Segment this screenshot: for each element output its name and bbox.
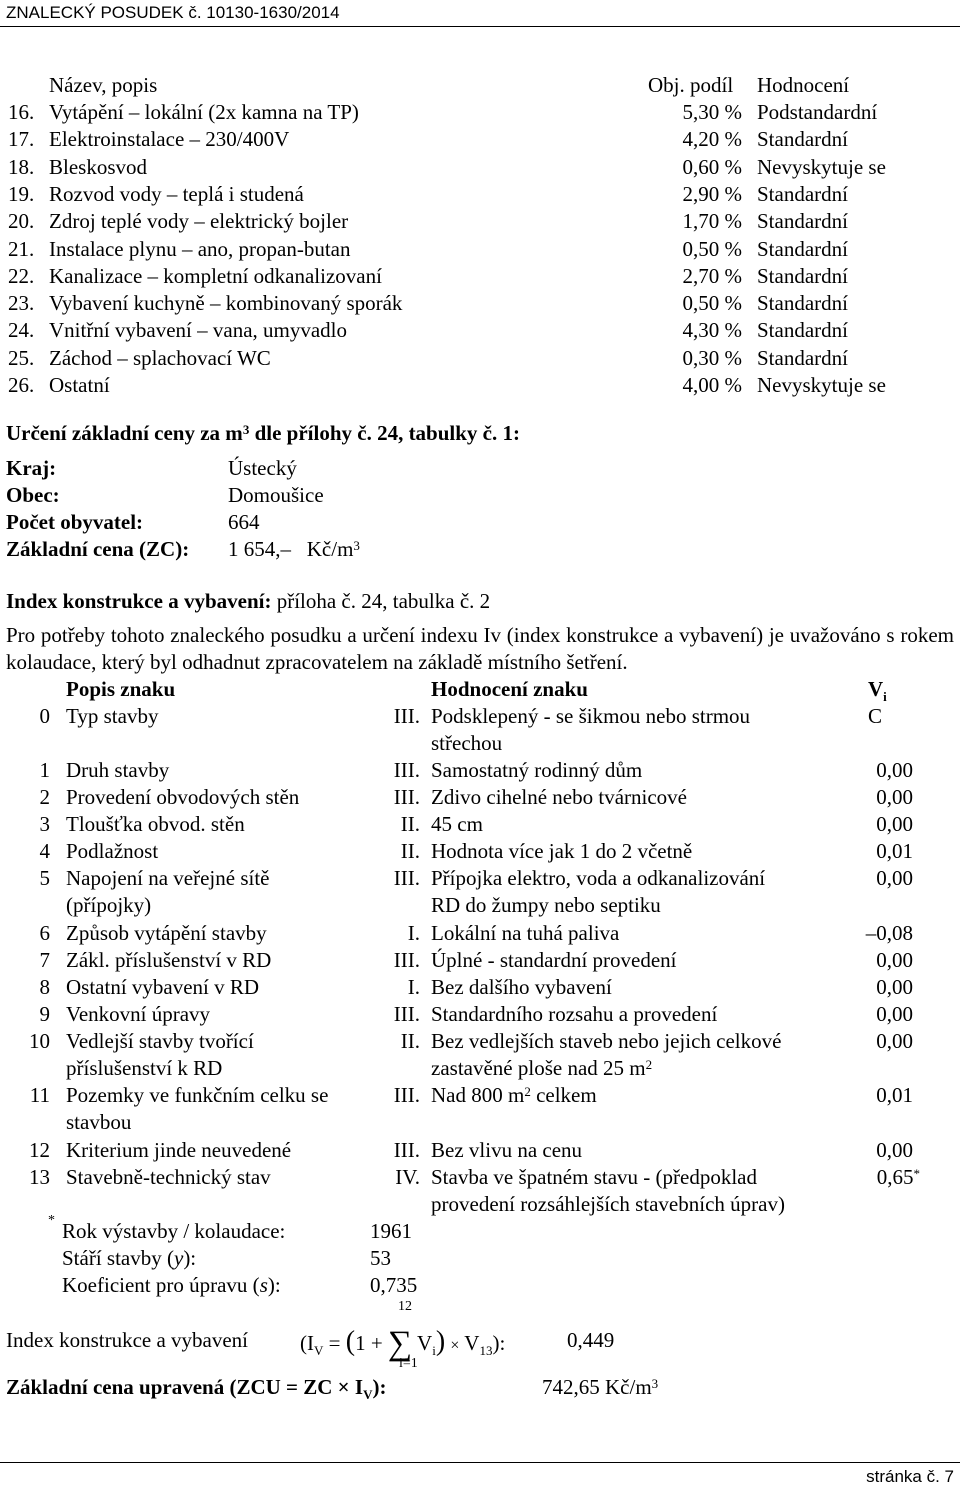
equipment-row-rating: Standardní	[757, 291, 848, 316]
equipment-row-number: 16.	[8, 100, 35, 124]
sign-rating-line: Podsklepený - se šikmou nebo strmou	[431, 704, 751, 728]
sign-class: II.	[400, 1029, 420, 1053]
sign-class: III.	[393, 1138, 420, 1162]
sign-rating-line: Lokální na tuhá paliva	[431, 921, 620, 945]
sign-label-line: Ostatní vybavení v RD	[66, 975, 260, 999]
town-label: Obec:	[6, 483, 60, 507]
sign-label	[66, 865, 386, 919]
index-heading: Index konstrukce a vybavení: příloha č. 24, tabulka č. 2	[6, 589, 491, 613]
population-label: Počet obyvatel:	[6, 510, 144, 534]
sign-class: III.	[393, 948, 420, 972]
sign-label-line: Kriterium jinde neuvedené	[66, 1138, 292, 1162]
equipment-row-share: 4,30 %	[682, 318, 742, 343]
sign-rating-line: 45 cm	[431, 812, 483, 836]
sign-label-line: Pozemky ve funkčním celku se	[66, 1083, 329, 1107]
sign-number: 11	[29, 1083, 50, 1107]
sign-rating-line: Nad 800 $m^2$ celkem	[431, 1083, 597, 1107]
equipment-row-share: 0,50 %	[682, 291, 742, 316]
sign-number: 12	[29, 1138, 50, 1162]
equipment-row-share: 1,70 %	[682, 209, 742, 234]
sign-class: III.	[393, 1002, 420, 1026]
equipment-row-rating: Standardní	[757, 209, 848, 234]
sign-label-line: Stavebně-technický stav	[66, 1165, 271, 1189]
equipment-row-share: 2,70 %	[682, 263, 742, 288]
sign-number: 1	[39, 758, 50, 782]
sign-number: 13	[29, 1165, 50, 1189]
formula-value: 0,449	[567, 1328, 615, 1352]
equipment-row-name: Vnitřní vybavení – vana, umyvadlo	[49, 318, 348, 343]
footnote-star: *	[48, 1213, 55, 1228]
sign-class: II.	[400, 812, 420, 836]
equipment-row-name: Ostatní	[49, 373, 110, 397]
sign-label-line: Druh stavby	[66, 758, 170, 782]
equipment-row-number: 18.	[8, 154, 35, 179]
sign-rating-line: Bez vedlejších staveb nebo jejich celkové	[431, 1029, 782, 1053]
sign-class: III.	[393, 704, 420, 728]
sign-rating	[431, 1001, 851, 1028]
base-price-value: 1 654,– $Kč/m^3$	[228, 537, 360, 561]
equipment-row-rating: Standardní	[757, 236, 848, 261]
sign-label-line: Venkovní úpravy	[66, 1002, 211, 1026]
town-value: Domoušice	[228, 483, 324, 507]
region-value: Ústecký	[228, 456, 297, 480]
sign-class: IV.	[395, 1165, 420, 1189]
index-paragraph: Pro potřeby tohoto znaleckého posudku a určení indexu Iv (index konstrukce a vybavení) je uvažováno s rokem kolaudace, který byl odhadnut zpracovatelem na základě místního šetření.	[6, 623, 954, 674]
equipment-row-rating: Nevyskytuje se	[757, 154, 886, 179]
sign-value: 0,00	[876, 1029, 913, 1053]
sign-label-line: Podlažnost	[66, 839, 159, 863]
sign-rating	[431, 757, 851, 784]
sign-rating-line: Standardního rozsahu a provedení	[431, 1002, 718, 1026]
sign-value: 0,00	[876, 785, 913, 809]
sign-label	[66, 703, 386, 730]
sign-number: 9	[39, 1002, 50, 1026]
sign-number: 4	[39, 839, 50, 863]
equipment-row-number: 21.	[8, 236, 35, 261]
sign-value: 0,00	[876, 975, 913, 999]
sign-label-line: Způsob vytápění stavby	[66, 921, 267, 945]
year-label: Rok výstavby / kolaudace:	[62, 1219, 286, 1243]
equipment-row-share: 5,30 %	[682, 100, 742, 124]
base-price-heading: Určení základní ceny za $m^3$ dle přílohy č. 24, tabulky č. 1:	[6, 421, 520, 445]
sign-value: 0,00	[876, 866, 913, 890]
equipment-row-rating: Standardní	[757, 263, 848, 288]
sign-number: 2	[39, 785, 50, 809]
sign-rating	[431, 703, 851, 757]
equipment-row-name: Zdroj teplé vody – elektrický bojler	[49, 209, 349, 234]
sign-rating	[431, 1028, 851, 1082]
sign-label	[66, 784, 386, 811]
equipment-row-number: 23.	[8, 291, 35, 316]
col-sign-rating: Hodnocení znaku	[431, 677, 588, 701]
sign-class: I.	[407, 975, 420, 999]
sign-rating	[431, 920, 851, 947]
equipment-row-rating: Standardní	[757, 181, 848, 206]
footer-divider	[0, 1462, 960, 1463]
equipment-row-name: Záchod – splachovací WC	[49, 345, 271, 370]
sign-rating	[431, 1164, 851, 1218]
sign-rating	[431, 865, 851, 919]
coefficient-label: Koeficient pro úpravu (s):	[62, 1273, 281, 1297]
sign-value: 0,00	[876, 812, 913, 836]
sign-rating-line: Bez dalšího vybavení	[431, 975, 612, 999]
sign-class: II.	[400, 839, 420, 863]
age-value: 53	[370, 1246, 391, 1270]
sign-class: III.	[393, 758, 420, 782]
equipment-row-name: Vybavení kuchyně – kombinovaný sporák	[49, 291, 403, 316]
sign-value: 0,65*	[876, 1165, 920, 1189]
sign-label	[66, 757, 386, 784]
sign-label-line: Napojení na veřejné sítě	[66, 866, 270, 890]
adjusted-price-label: Základní cena upravená (ZCU = ZC × $I_V$):	[6, 1375, 387, 1403]
sign-rating	[431, 784, 851, 811]
sign-label-line: Typ stavby	[66, 704, 159, 728]
sign-rating-line: Stavba ve špatném stavu - (předpoklad	[431, 1165, 757, 1189]
sign-rating-line: Hodnota více jak 1 do 2 včetně	[431, 839, 693, 863]
sign-label	[66, 838, 386, 865]
equipment-row-name: Rozvod vody – teplá i studená	[49, 181, 304, 206]
sign-rating	[431, 974, 851, 1001]
sign-label	[66, 1164, 386, 1191]
equipment-row-share: 4,00 %	[682, 373, 742, 397]
sign-class: III.	[393, 785, 420, 809]
age-label: Stáří stavby (y):	[62, 1246, 197, 1270]
formula-expression: ($I_V = (1$ + ∑ $V_i) \times V_{13}$):	[300, 1325, 506, 1362]
equipment-row-number: 24.	[8, 318, 35, 343]
sign-label-line: Provedení obvodových stěn	[66, 785, 300, 809]
sign-rating-line: zastavěné ploše nad 25 $m^2$	[431, 1056, 653, 1080]
sign-value: 0,01	[876, 839, 913, 863]
sign-rating-line: Zdivo cihelné nebo tvárnicové	[431, 785, 687, 809]
sign-number: 8	[39, 975, 50, 999]
sign-value: 0,00	[876, 758, 913, 782]
sign-rating-line: Samostatný rodinný dům	[431, 758, 643, 782]
equipment-row-rating: Podstandardní	[757, 100, 878, 124]
header-divider	[0, 26, 960, 27]
region-label: Kraj:	[6, 456, 57, 480]
sign-rating-line: Bez vlivu na cenu	[431, 1138, 583, 1162]
sum-lower-limit: i=1	[399, 1356, 418, 1371]
sign-rating	[431, 811, 851, 838]
equipment-row-rating: Standardní	[757, 318, 848, 343]
sign-value: 0,00	[876, 1138, 913, 1162]
sign-label	[66, 1001, 386, 1028]
sign-number: 3	[39, 812, 50, 836]
equipment-row-number: 19.	[8, 181, 35, 206]
col-sign-description: Popis znaku	[66, 677, 176, 701]
sign-label-line: stavbou	[66, 1110, 132, 1134]
equipment-row-share: 0,50 %	[682, 236, 742, 261]
sign-value: 0,00	[876, 948, 913, 972]
equipment-row-name: Elektroinstalace – 230/400V	[49, 127, 290, 152]
sign-number: 7	[39, 948, 50, 972]
sign-label-line: příslušenství k RD	[66, 1056, 223, 1080]
equipment-row-number: 22.	[8, 263, 35, 288]
sign-value: C	[868, 704, 883, 728]
sign-class: I.	[407, 921, 420, 945]
sign-label-line: Vedlejší stavby tvořící	[66, 1029, 254, 1053]
sign-number: 10	[29, 1029, 50, 1053]
sign-label-line: (přípojky)	[66, 893, 152, 917]
equipment-row-rating: Standardní	[757, 127, 848, 152]
sign-label	[66, 1028, 386, 1082]
equipment-row-number: 20.	[8, 209, 35, 234]
sign-class: III.	[393, 866, 420, 890]
document-header: ZNALECKÝ POSUDEK č. 10130-1630/2014	[6, 3, 340, 22]
equipment-row-rating: Standardní	[757, 345, 848, 370]
sign-rating	[431, 1137, 851, 1164]
equipment-row-share: 0,30 %	[682, 345, 742, 370]
sign-rating-line: provedení rozsáhlejších stavebních úprav)	[431, 1192, 785, 1216]
sign-rating-line: RD do žumpy nebo septiku	[431, 893, 661, 917]
equipment-row-name: Instalace plynu – ano, propan-butan	[49, 236, 351, 261]
sign-label	[66, 1082, 386, 1136]
equipment-row-name: Bleskosvod	[49, 154, 148, 179]
sign-label-line: Zákl. příslušenství v RD	[66, 948, 272, 972]
sign-label-line: Tloušťka obvod. stěn	[66, 812, 245, 836]
sign-number: 6	[39, 921, 50, 945]
page-number: stránka č. 7	[866, 1467, 954, 1486]
sign-number: 5	[39, 866, 50, 890]
sign-label	[66, 1137, 386, 1164]
adjusted-price-value: 742,65 $Kč/m^3$	[542, 1375, 659, 1399]
sign-rating-line: střechou	[431, 731, 503, 755]
col-header-name: Název, popis	[49, 73, 158, 97]
sign-rating-line: Úplné - standardní provedení	[431, 948, 677, 972]
formula-label: Index konstrukce a vybavení	[6, 1328, 249, 1352]
equipment-row-name: Kanalizace – kompletní odkanalizovaní	[49, 263, 382, 288]
col-header-share: Obj. podíl	[648, 73, 734, 97]
sign-value: 0,01	[876, 1083, 913, 1107]
sign-label	[66, 811, 386, 838]
sign-value: 0,00	[876, 1002, 913, 1026]
sign-value: –0,08	[865, 921, 913, 945]
equipment-row-number: 17.	[8, 127, 35, 152]
sign-rating	[431, 947, 851, 974]
year-value: 1961	[370, 1219, 412, 1243]
base-price-label: Základní cena (ZC):	[6, 537, 190, 561]
equipment-row-share: 2,90 %	[682, 181, 742, 206]
sign-rating-line: Přípojka elektro, voda a odkanalizování	[431, 866, 766, 890]
sign-class: III.	[393, 1083, 420, 1107]
sign-rating	[431, 1082, 851, 1109]
coefficient-value: 0,735	[370, 1273, 418, 1297]
equipment-row-rating: Nevyskytuje se	[757, 373, 886, 397]
sign-number: 0	[39, 704, 50, 728]
equipment-row-share: 0,60 %	[682, 154, 742, 179]
equipment-row-number: 26.	[8, 373, 35, 397]
col-header-rating: Hodnocení	[757, 73, 850, 97]
population-value: 664	[228, 510, 260, 534]
equipment-row-name: Vytápění – lokální (2x kamna na TP)	[49, 100, 359, 124]
sum-upper-limit: 12	[398, 1299, 412, 1314]
sign-label	[66, 920, 386, 947]
sign-label	[66, 947, 386, 974]
sign-label	[66, 974, 386, 1001]
col-v-value: $V_i$	[868, 677, 887, 705]
equipment-row-number: 25.	[8, 345, 35, 370]
sign-rating	[431, 838, 851, 865]
equipment-row-share: 4,20 %	[682, 127, 742, 152]
